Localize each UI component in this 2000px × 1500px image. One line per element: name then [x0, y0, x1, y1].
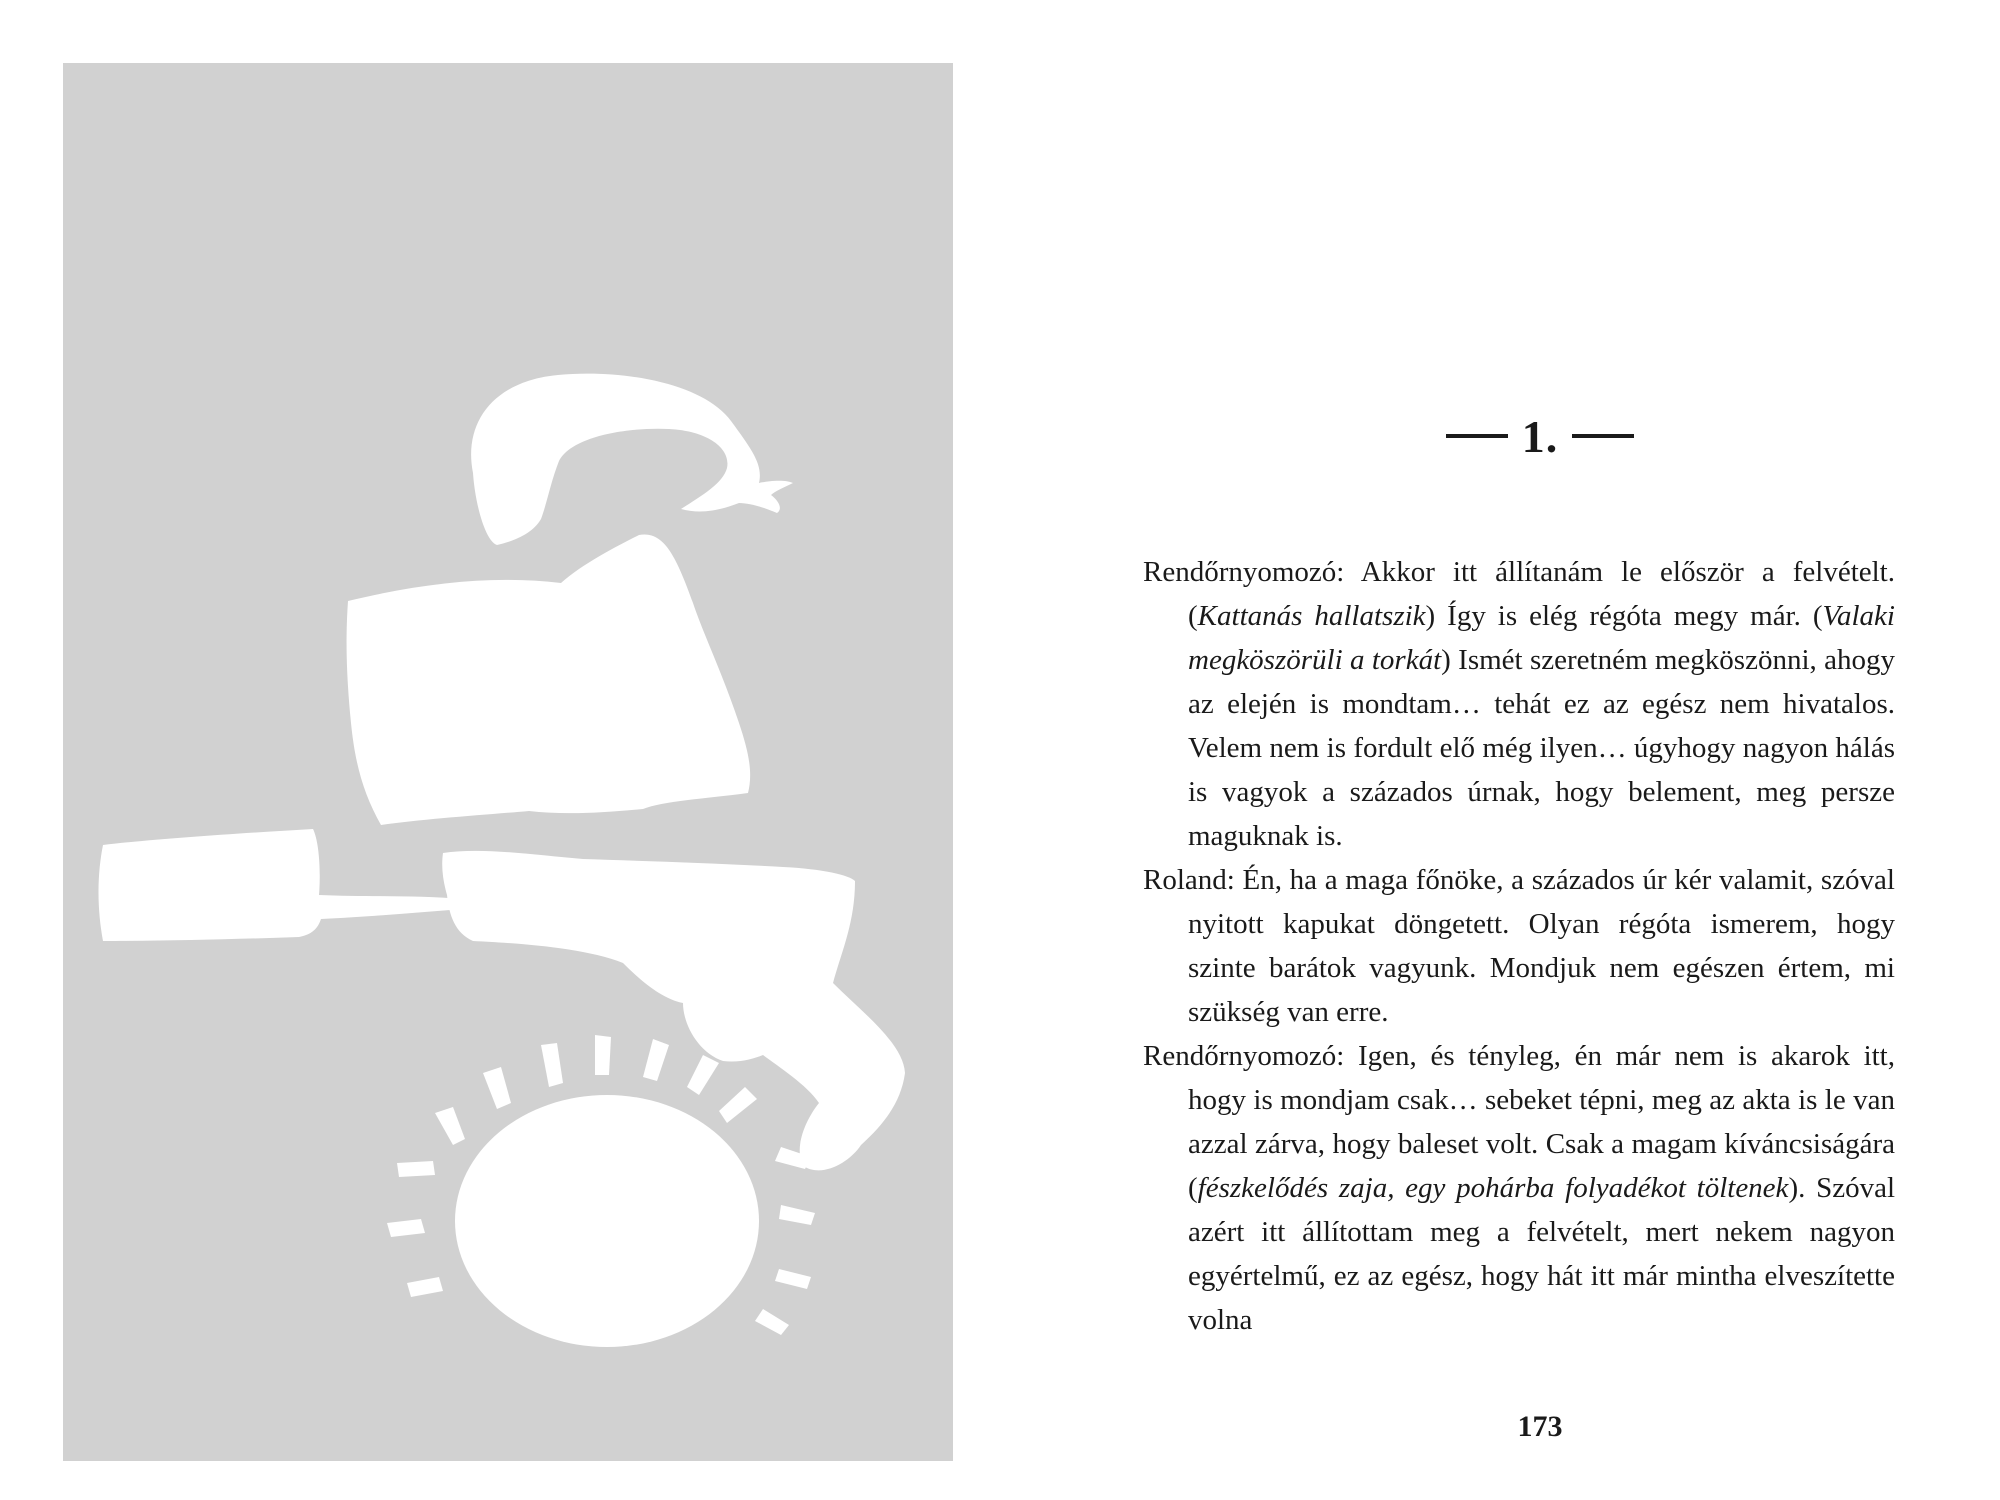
dialogue-paragraph: [1143, 550, 1895, 858]
stage-direction: fészkelődés zaja, egy pohárba folyadékot töltenek: [1197, 1172, 1789, 1204]
page-number: 173: [1517, 1410, 1563, 1443]
dialogue-segment: Én, ha a maga főnöke, a százados úr kér valamit, szóval nyitott kapukat döngetett. Olyan régóta ismerem, hogy szinte barátok vagyunk. Mondjuk nem egészen értem, mi szükség van erre.: [1188, 864, 1895, 1028]
stage-direction: Valaki megköszörüli a torkát: [1188, 600, 1895, 676]
heading-dash-left: [1446, 434, 1508, 438]
illustration-page: [63, 63, 953, 1461]
knife-icon: [99, 829, 464, 941]
stage-direction: Kattanás hallatszik: [1197, 600, 1426, 632]
snake-icon: [471, 374, 793, 545]
dialogue-segment: Igen, és tényleg, én már nem is akarok itt, hogy is mondjam csak… sebeket tépni, meg az akta is le van azzal zárva, hogy baleset volt. Csak a magam kíváncsiságára (: [1188, 1040, 1895, 1204]
dialogue-segment: ) Ismét szeretném megköszönni, ahogy az elején is mondtam… tehát ez az egész nem hivatalos. Velem nem is fordult elő még ilyen… úgyhogy nagyon hálás is vagyok a százados úrnak, hogy belement, meg persze maguknak is.: [1188, 644, 1895, 852]
speaker-name: Rendőrnyomozó:: [1143, 556, 1345, 588]
book-icon: [347, 535, 751, 825]
sun-icon: [455, 1095, 759, 1347]
heading-dash-right: [1572, 434, 1634, 438]
text-page: [1080, 0, 2000, 1500]
speaker-name: Rendőrnyomozó:: [1143, 1040, 1345, 1072]
chapter-heading: [1080, 405, 2000, 463]
dialogue-text: [1143, 550, 1895, 1342]
dialogue-paragraph: [1143, 858, 1895, 1034]
dialogue-segment: ) Így is elég régóta megy már. (: [1425, 600, 1823, 632]
speaker-name: Roland:: [1143, 864, 1235, 896]
dialogue-segment: Akkor itt állítanám le először a felvételt. (: [1188, 556, 1895, 632]
silhouette-illustration: [63, 63, 953, 1461]
chapter-number: 1.: [1521, 410, 1559, 462]
dialogue-paragraph: [1143, 1034, 1895, 1342]
dialogue-segment: ). Szóval azért itt állítottam meg a felvételt, mert nekem nagyon egyértelmű, ez az egész, hogy hát itt már mintha elveszítette volna: [1188, 1172, 1895, 1336]
